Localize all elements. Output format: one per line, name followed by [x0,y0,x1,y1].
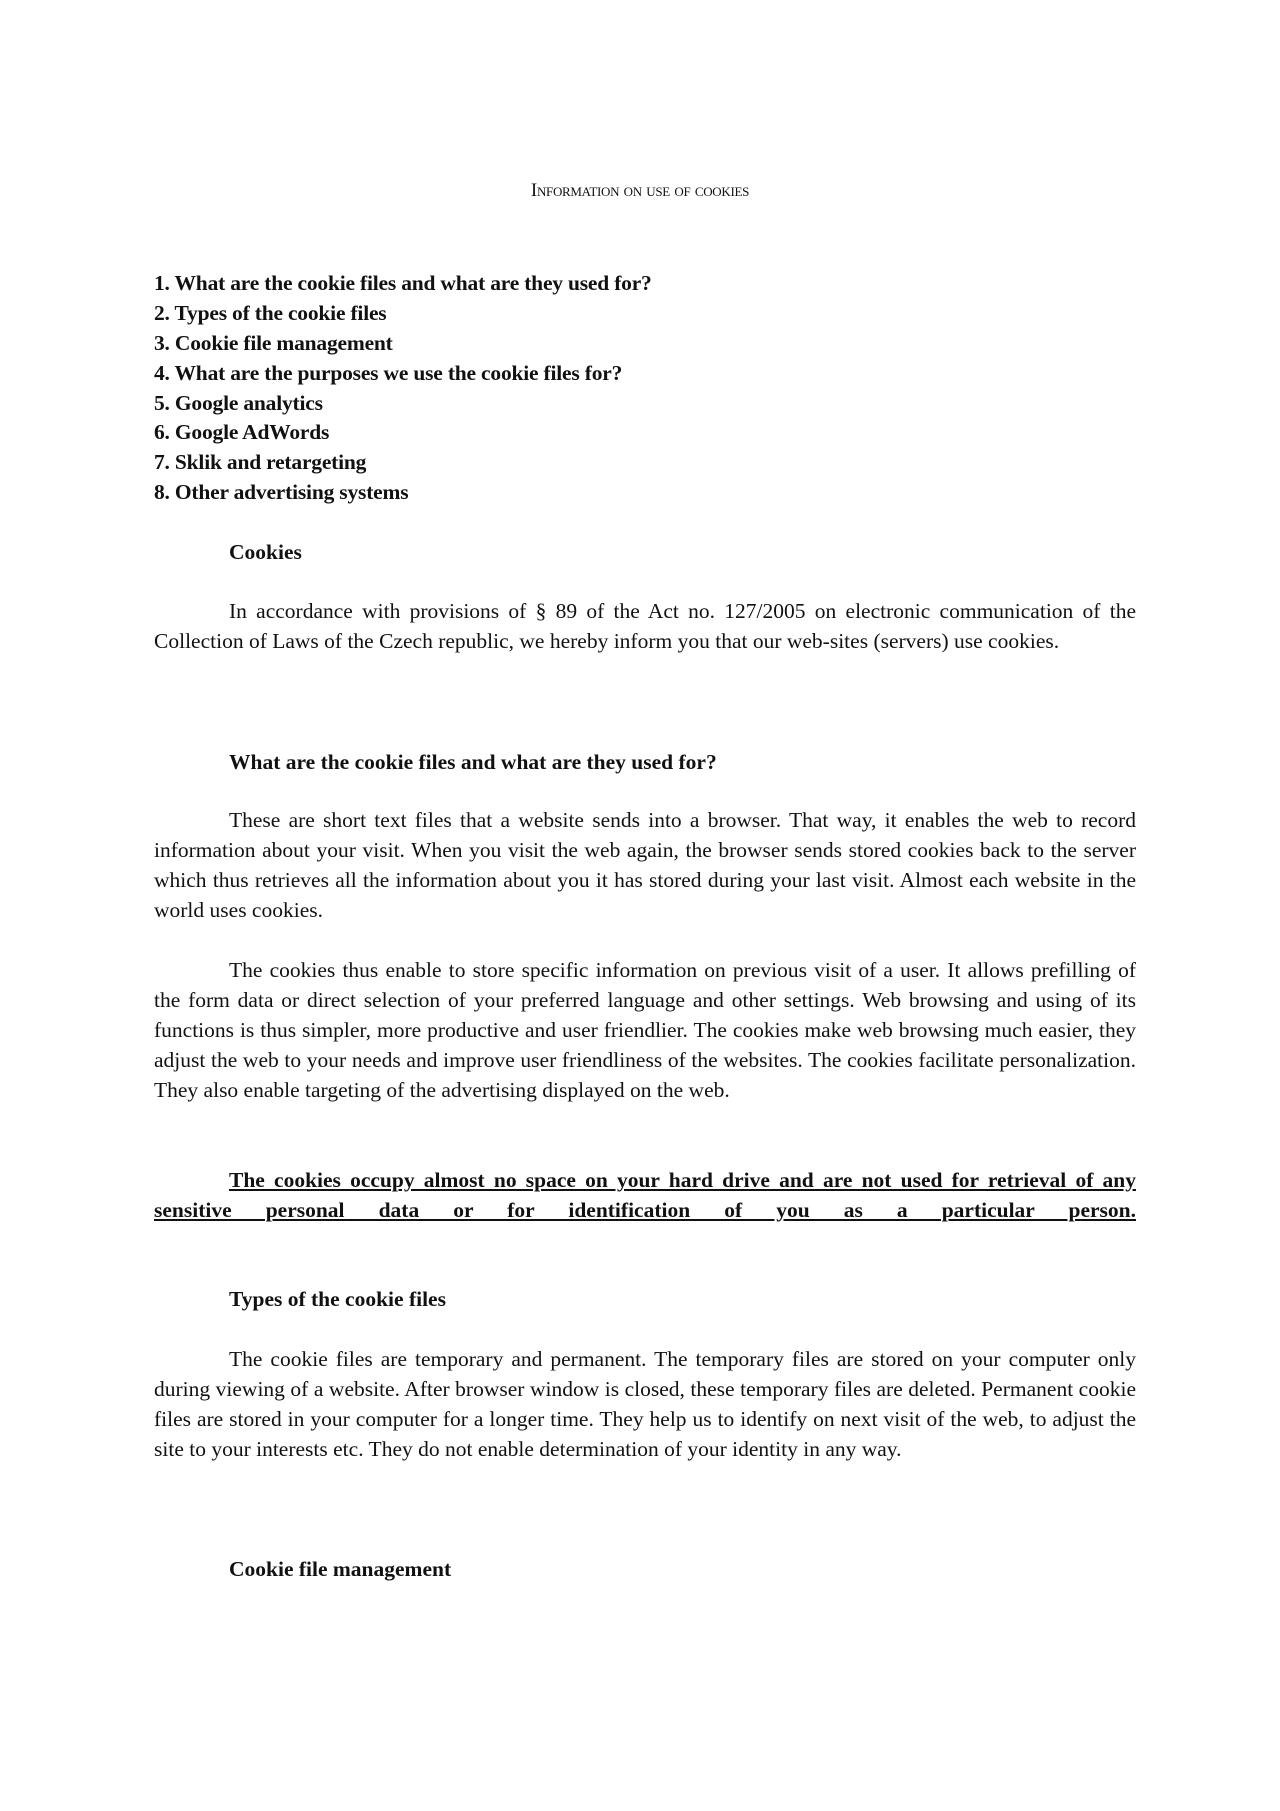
toc-item: 4. What are the purposes we use the cookie files for? [154,360,623,385]
toc-item: 6. Google AdWords [154,420,330,445]
toc-item: 2. Types of the cookie files [154,300,387,325]
management-heading: Cookie file management [229,1557,452,1581]
table-of-contents [154,268,1136,507]
toc-item: 7. Sklik and retargeting [154,450,367,475]
what-heading: What are the cookie files and what are they used for? [229,750,717,774]
types-paragraph: The cookie files are temporary and permanent. The temporary files are stored on your computer only during viewing of a website. After browser window is closed, these temporary files are deleted. Permanent cookie files are stored in your computer for a longer time. They help us to identify on next visit of the web, to adjust the site to your interests etc. They do not enable determination of your identity in any way. [154,1347,1136,1461]
what-paragraph-2: The cookies thus enable to store specific information on previous visit of a user. It allows prefilling of the form data or direct selection of your preferred language and other settings. Web browsing and using of its functions is thus simpler, more productive and user friendlier. The cookies make web browsing much easier, they adjust the web to your needs and improve user friendliness of the websites. The cookies facilitate personalization. They also enable targeting of the advertising displayed on the web. [154,958,1136,1102]
toc-item: 3. Cookie file management [154,330,393,355]
toc-item: 8. Other advertising systems [154,480,409,505]
toc-item: 5. Google analytics [154,390,323,415]
what-paragraph-1: These are short text files that a website sends into a browser. That way, it enables the web to record information about your visit. When you visit the web again, the browser sends stored cookies back to the server which thus retrieves all the information about you it has stored during your last visit. Almost each website in the world uses cookies. [154,808,1136,922]
toc-item: 1. What are the cookie files and what are they used for? [154,271,652,295]
types-heading: Types of the cookie files [229,1287,446,1311]
cookies-heading: Cookies [229,540,302,564]
page-title: Information on use of cookies [530,180,750,201]
cookies-paragraph: In accordance with provisions of § 89 of the Act no. 127/2005 on electronic communication of the Collection of Laws of the Czech republic, we hereby inform you that our web-sites (servers) use cookies. [154,599,1136,653]
notice-paragraph: The cookies occupy almost no space on your hard drive and are not used for retrieval of any sensitive personal data or for identification of you as a particular person. [154,1168,1136,1222]
